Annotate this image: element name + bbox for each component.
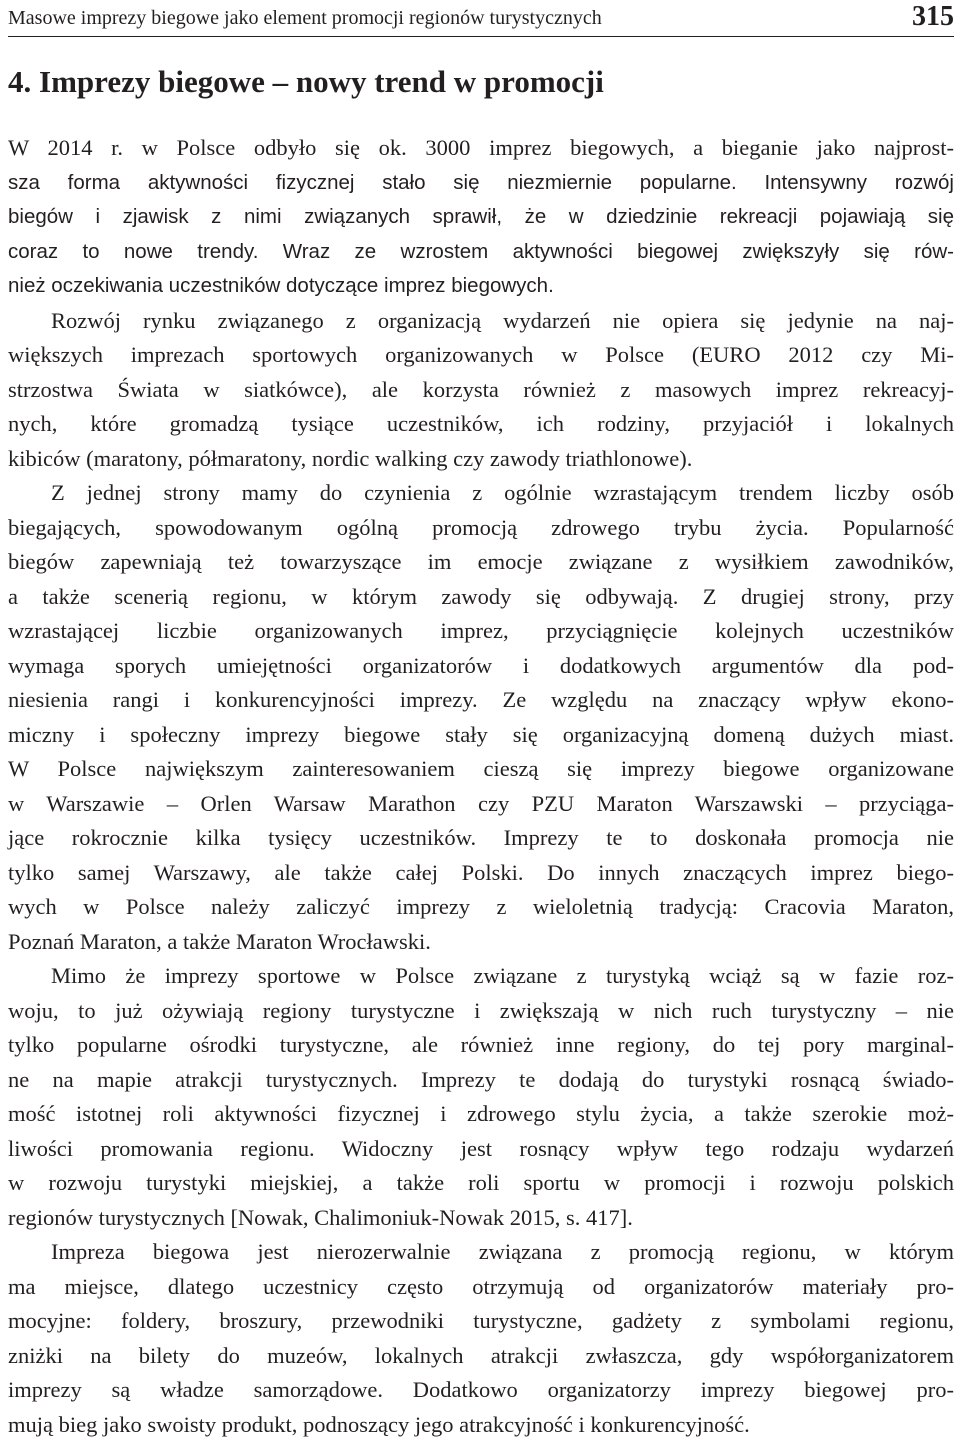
paragraph (8, 959, 954, 1235)
text-line: w Warszawie – Orlen Warsaw Marathon czy PZU Maraton Warszawski – przyciąga- (8, 787, 954, 822)
body-text (8, 131, 954, 1442)
page-number: 315 (912, 2, 954, 32)
text-line: nych, które gromadzą tysiące uczestników, ich rodziny, przyjaciół i lokalnych (8, 407, 954, 442)
paragraph (8, 304, 954, 477)
text-line: Poznań Maraton, a także Maraton Wrocławski. (8, 925, 954, 960)
text-line: a także scenerią regionu, w którym zawody się odbywają. Z drugiej strony, przy (8, 580, 954, 615)
text-line: jące rokrocznie kilka tysięcy uczestników. Imprezy te to doskonała promocja nie (8, 821, 954, 856)
text-line: biegów zapewniają też towarzyszące im emocje związane z wysiłkiem zawodników, (8, 545, 954, 580)
text-line: mość istotnej roli aktywności fizycznej i zdrowego stylu życia, a także szerokie moż- (8, 1097, 954, 1132)
text-line: wych w Polsce należy zaliczyć imprezy z wieloletnią tradycją: Cracovia Maraton, (8, 890, 954, 925)
text-line: tylko samej Warszawy, ale także całej Polski. Do innych znaczących imprez biego- (8, 856, 954, 891)
running-header (8, 2, 954, 37)
text-line: biegających, spowodowanym ogólną promocją zdrowego trybu życia. Popularność (8, 511, 954, 546)
text-line: Impreza biegowa jest nierozerwalnie związana z promocją regionu, w którym (8, 1235, 954, 1270)
paragraph (8, 1235, 954, 1442)
text-line: biegów i zjawisk z nimi związanych sprawił, że w dziedzinie rekreacji pojawiają się (8, 200, 954, 235)
text-line: nież oczekiwania uczestników dotyczące imprez biegowych. (8, 269, 954, 304)
paragraph (8, 476, 954, 959)
paragraph (8, 131, 954, 304)
running-title: Masowe imprezy biegowe jako element promocji regionów turystycznych (8, 6, 602, 30)
text-line: tylko popularne ośrodki turystyczne, ale również inne regiony, do tej pory marginal- (8, 1028, 954, 1063)
text-line: Z jednej strony mamy do czynienia z ogólnie wzrastającym trendem liczby osób (8, 476, 954, 511)
text-line: ne na mapie atrakcji turystycznych. Imprezy te dodają do turystyki rosnącą świado- (8, 1063, 954, 1098)
text-line: zniżki na bilety do muzeów, lokalnych atrakcji zwłaszcza, gdy współorganizatorem (8, 1339, 954, 1374)
text-line: W Polsce największym zainteresowaniem cieszą się imprezy biegowe organizowane (8, 752, 954, 787)
text-line: imprezy są władze samorządowe. Dodatkowo organizatorzy imprezy biegowej pro- (8, 1373, 954, 1408)
text-line: kibiców (maratony, półmaratony, nordic walking czy zawody triathlonowe). (8, 442, 954, 477)
text-line: mują bieg jako swoisty produkt, podnoszący jego atrakcyjność i konkurencyjność. (8, 1408, 954, 1442)
document-page (8, 0, 954, 1436)
text-line: mocyjne: foldery, broszury, przewodniki turystyczne, gadżety z symbolami regionu, (8, 1304, 954, 1339)
text-line: W 2014 r. w Polsce odbyło się ok. 3000 imprez biegowych, a bieganie jako najprost- (8, 131, 954, 166)
text-line: w rozwoju turystyki miejskiej, a także roli sportu w promocji i rozwoju polskich (8, 1166, 954, 1201)
text-line: wymaga sporych umiejętności organizatorów i dodatkowych argumentów dla pod- (8, 649, 954, 684)
text-line: coraz to nowe trendy. Wraz ze wzrostem aktywności biegowej zwiększyły się rów- (8, 235, 954, 270)
text-line: miczny i społeczny imprezy biegowe stały się organizacyjną domeną dużych miast. (8, 718, 954, 753)
text-line: wzrastającej liczbie organizowanych imprez, przyciągnięcie kolejnych uczestników (8, 614, 954, 649)
section-heading: 4. Imprezy biegowe – nowy trend w promocji (8, 62, 604, 102)
text-line: Mimo że imprezy sportowe w Polsce związane z turystyką wciąż są w fazie roz- (8, 959, 954, 994)
text-line: strzostwa Świata w siatkówce), ale korzysta również z masowych imprez rekreacyj- (8, 373, 954, 408)
text-line: większych imprezach sportowych organizowanych w Polsce (EURO 2012 czy Mi- (8, 338, 954, 373)
text-line: woju, to już ożywiają regiony turystyczne i zwiększają w nich ruch turystyczny – nie (8, 994, 954, 1029)
text-line: Rozwój rynku związanego z organizacją wydarzeń nie opiera się jedynie na naj- (8, 304, 954, 339)
text-line: liwości promowania regionu. Widoczny jest rosnący wpływ tego rodzaju wydarzeń (8, 1132, 954, 1167)
text-line: niesienia rangi i konkurencyjności imprezy. Ze względu na znaczący wpływ ekono- (8, 683, 954, 718)
text-line: sza forma aktywności fizycznej stało się niezmiernie popularne. Intensywny rozwój (8, 166, 954, 201)
text-line: ma miejsce, dlatego uczestnicy często otrzymują od organizatorów materiały pro- (8, 1270, 954, 1305)
text-line: regionów turystycznych [Nowak, Chalimoniuk-Nowak 2015, s. 417]. (8, 1201, 954, 1236)
